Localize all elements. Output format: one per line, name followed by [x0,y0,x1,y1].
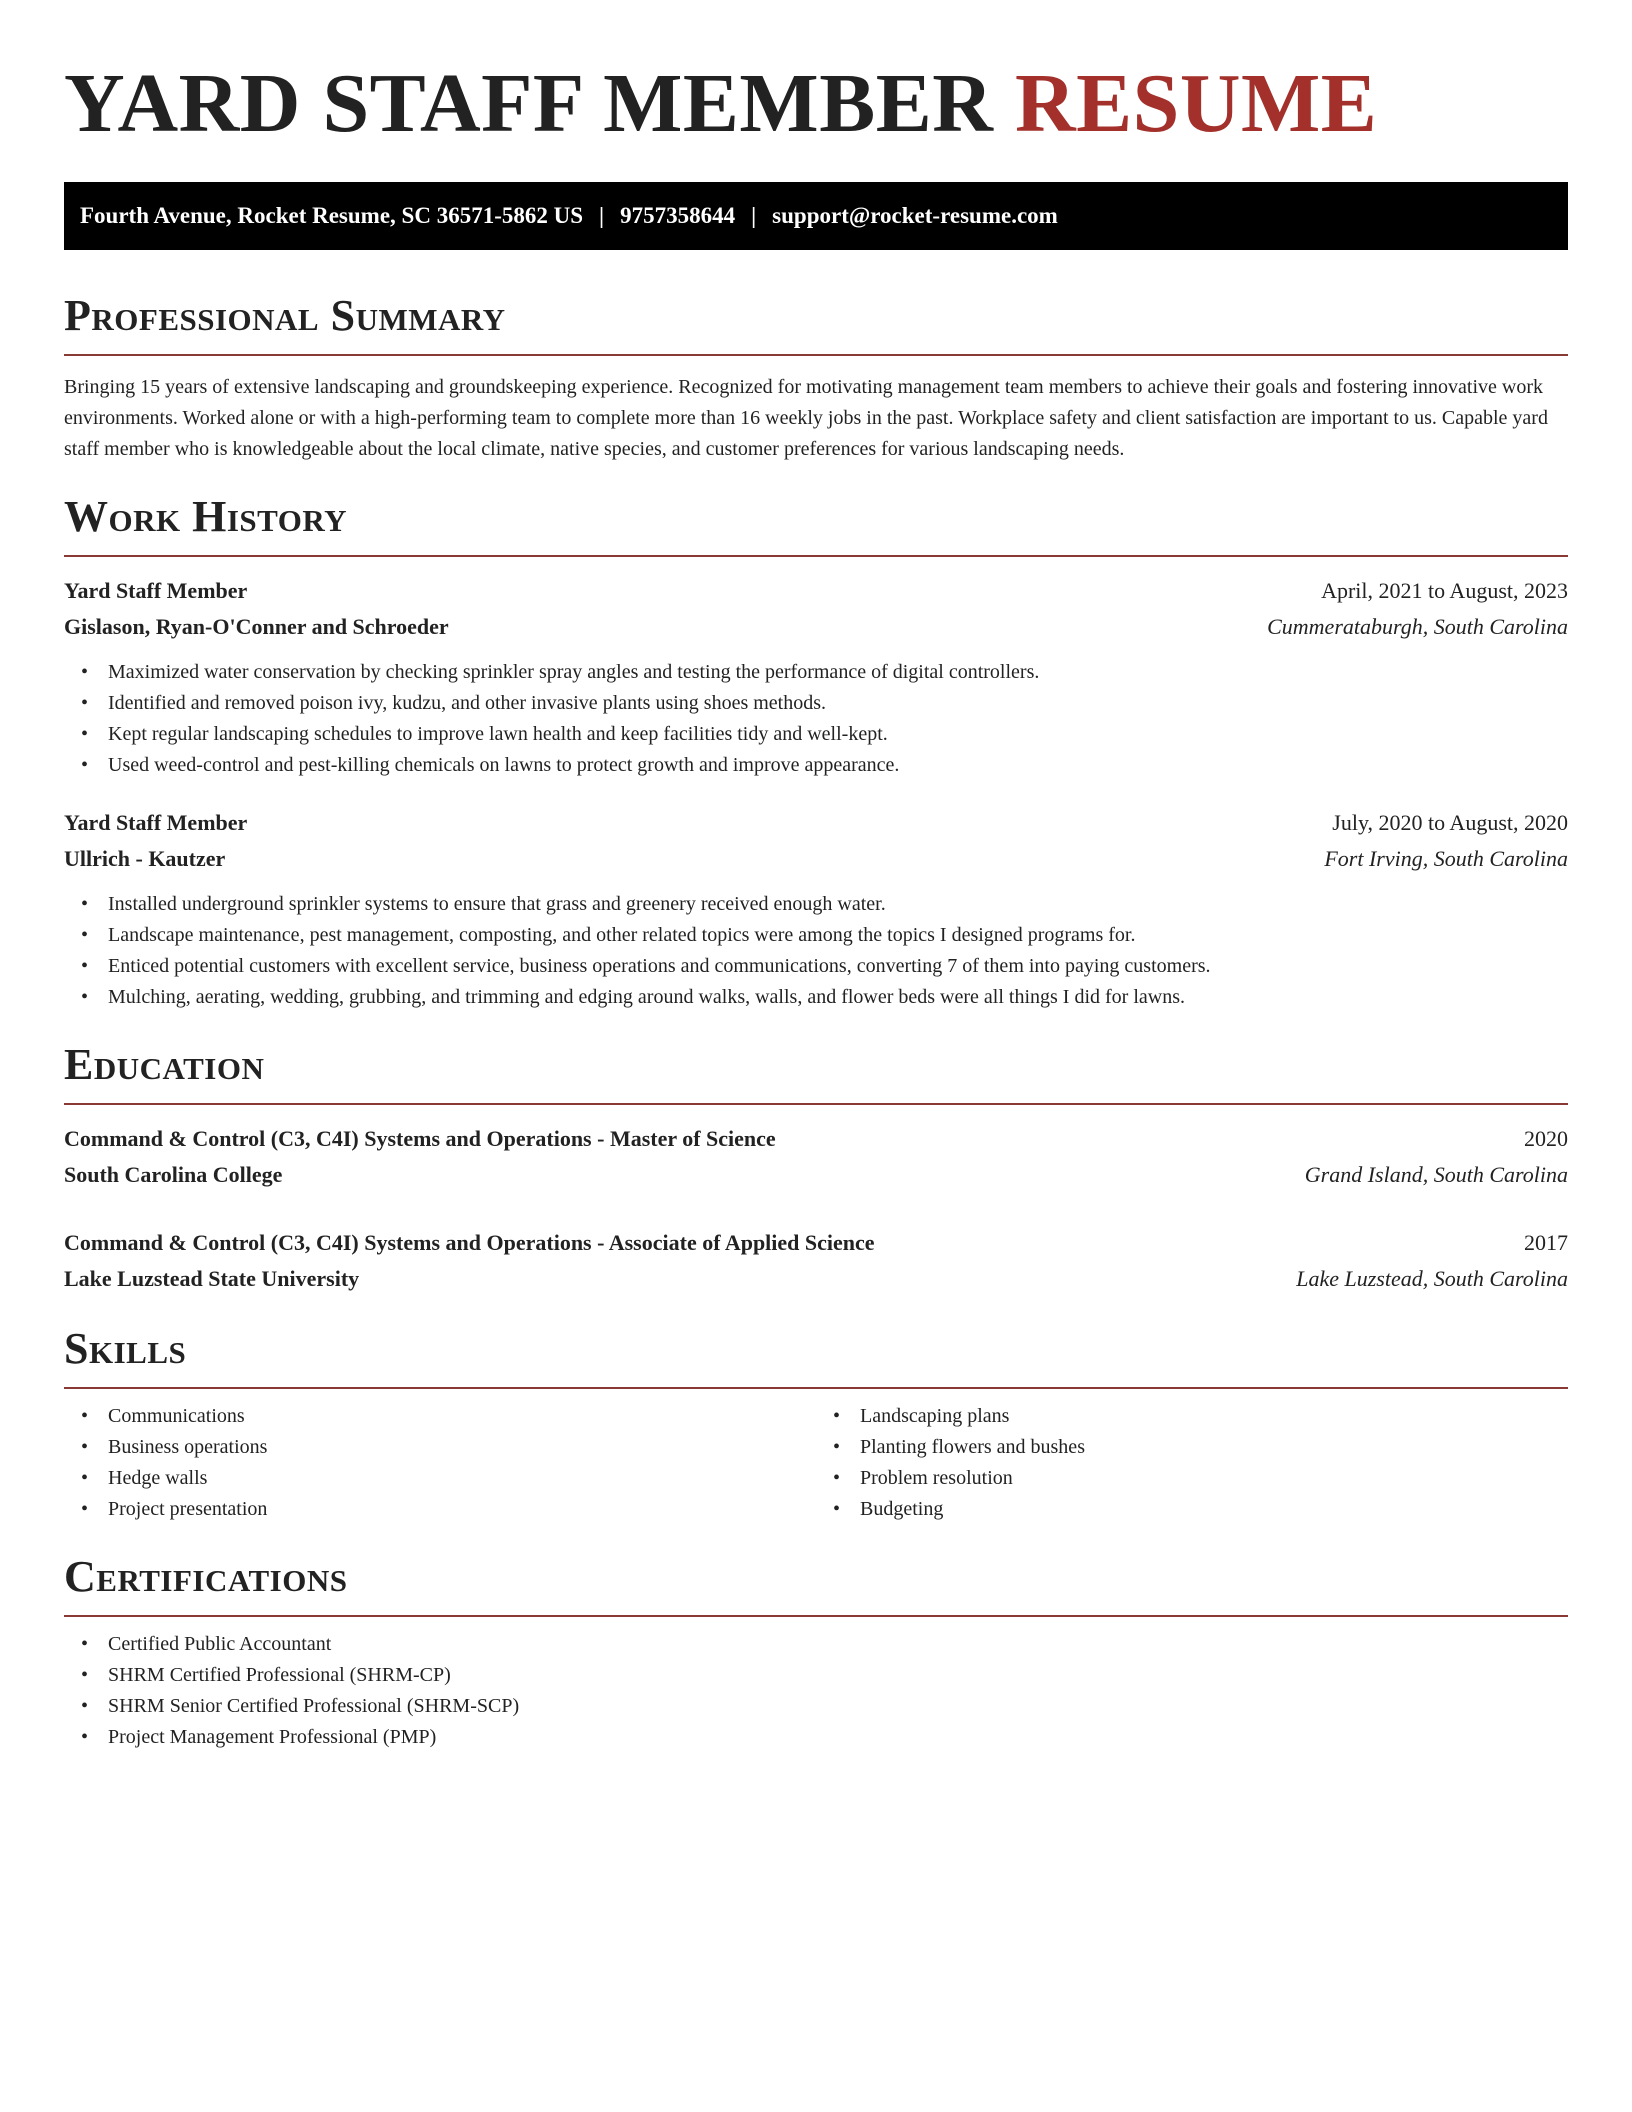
page-title [64,57,1568,150]
job-dates: April, 2021 to August, 2023 [1321,578,1568,603]
job-bullet: • Installed underground sprinkler systems to ensure that grass and greenery received enough water. [108,889,1568,920]
job-bullet: • Used weed-control and pest-killing chemicals on lawns to protect growth and improve appearance. [108,750,1568,781]
contact-separator: | [599,203,605,228]
job-dates: July, 2020 to August, 2020 [1332,810,1568,835]
certification-item: • Certified Public Accountant [108,1629,1568,1660]
section-divider [64,354,1568,356]
contact-address: Fourth Avenue, Rocket Resume, SC 36571-5862 US [80,203,584,228]
skill-item: • Hedge walls [108,1463,816,1494]
skill-item: • Project presentation [108,1494,816,1525]
school-name: South Carolina College [64,1162,283,1187]
job-title: Yard Staff Member [64,810,248,835]
skill-item: • Planting flowers and bushes [860,1432,1568,1463]
skills-grid [64,1401,1568,1525]
job-title-row [64,805,1568,841]
skill-item: • Business operations [108,1432,816,1463]
certification-item: • SHRM Certified Professional (SHRM-CP) [108,1660,1568,1691]
education-entry [64,1121,1568,1193]
degree-name: Command & Control (C3, C4I) Systems and Operations - Master of Science [64,1126,776,1151]
job-bullets [64,657,1568,781]
school-row [64,1261,1568,1297]
education-entry [64,1225,1568,1297]
job-entry [64,573,1568,781]
degree-row [64,1225,1568,1261]
school-row [64,1157,1568,1193]
job-company-row [64,841,1568,877]
skill-item: • Problem resolution [860,1463,1568,1494]
job-location: Cummerataburgh, South Carolina [1267,614,1568,639]
skill-item: • Budgeting [860,1494,1568,1525]
certifications-heading: Certifications [64,1552,348,1601]
job-bullet: • Landscape maintenance, pest management, composting, and other related topics were among the topics I designed programs for. [108,920,1568,951]
education-section [64,1040,1568,1297]
job-location: Fort Irving, South Carolina [1324,846,1568,871]
contact-separator: | [751,203,757,228]
job-entry [64,805,1568,1013]
school-name: Lake Luzstead State University [64,1266,360,1291]
certifications-list [64,1629,1568,1753]
skill-item: • Communications [108,1401,816,1432]
job-company: Gislason, Ryan-O'Conner and Schroeder [64,614,449,639]
skills-heading: Skills [64,1324,187,1373]
job-bullet: • Mulching, aerating, wedding, grubbing, and trimming and edging around walks, walls, and flower beds were all things I did for lawns. [108,982,1568,1013]
section-divider [64,1387,1568,1389]
job-bullet: • Enticed potential customers with excellent service, business operations and communications, converting 7 of them into paying customers. [108,951,1568,982]
degree-year: 2017 [1524,1230,1568,1255]
certifications-section [64,1552,1568,1753]
job-title: Yard Staff Member [64,578,248,603]
section-divider [64,1103,1568,1105]
degree-name: Command & Control (C3, C4I) Systems and Operations - Associate of Applied Science [64,1230,875,1255]
skills-column-left [64,1401,816,1525]
job-bullet: • Kept regular landscaping schedules to improve lawn health and keep facilities tidy and well-kept. [108,719,1568,750]
section-divider [64,1615,1568,1617]
skills-section [64,1324,1568,1525]
certification-item: • SHRM Senior Certified Professional (SHRM-SCP) [108,1691,1568,1722]
title-accent: RESUME [1014,57,1378,150]
degree-row [64,1121,1568,1157]
school-location: Grand Island, South Carolina [1304,1162,1568,1187]
title-main: YARD STAFF MEMBER [64,57,994,150]
contact-phone: 9757358644 [620,203,736,228]
work-history-section [64,492,1568,1013]
section-divider [64,555,1568,557]
contact-bar [64,182,1568,250]
certification-item: • Project Management Professional (PMP) [108,1722,1568,1753]
contact-email: support@rocket-resume.com [772,203,1058,228]
job-bullet: • Maximized water conservation by checking sprinkler spray angles and testing the performance of digital controllers. [108,657,1568,688]
school-location: Lake Luzstead, South Carolina [1296,1266,1568,1291]
summary-section [64,291,1568,465]
education-heading: Education [64,1040,265,1089]
summary-heading: Professional Summary [64,291,506,340]
job-bullet: • Identified and removed poison ivy, kudzu, and other invasive plants using shoes methods. [108,688,1568,719]
job-title-row [64,573,1568,609]
degree-year: 2020 [1524,1126,1568,1151]
skills-column-right [816,1401,1568,1525]
skill-item: • Landscaping plans [860,1401,1568,1432]
job-company-row [64,609,1568,645]
summary-text: Bringing 15 years of extensive landscaping and groundskeeping experience. Recognized for motivating management team members to achieve their goals and fostering innovative work environments. Worked alone or with a high-performing team to complete more than 16 weekly jobs in the past. Workplace safety and client satisfaction are important to us. Capable yard staff member who is knowledgeable about the local climate, native species, and customer preferences for various landscaping needs. [64,376,1548,460]
job-company: Ullrich - Kautzer [64,846,226,871]
job-bullets [64,889,1568,1013]
work-history-heading: Work History [64,492,348,541]
